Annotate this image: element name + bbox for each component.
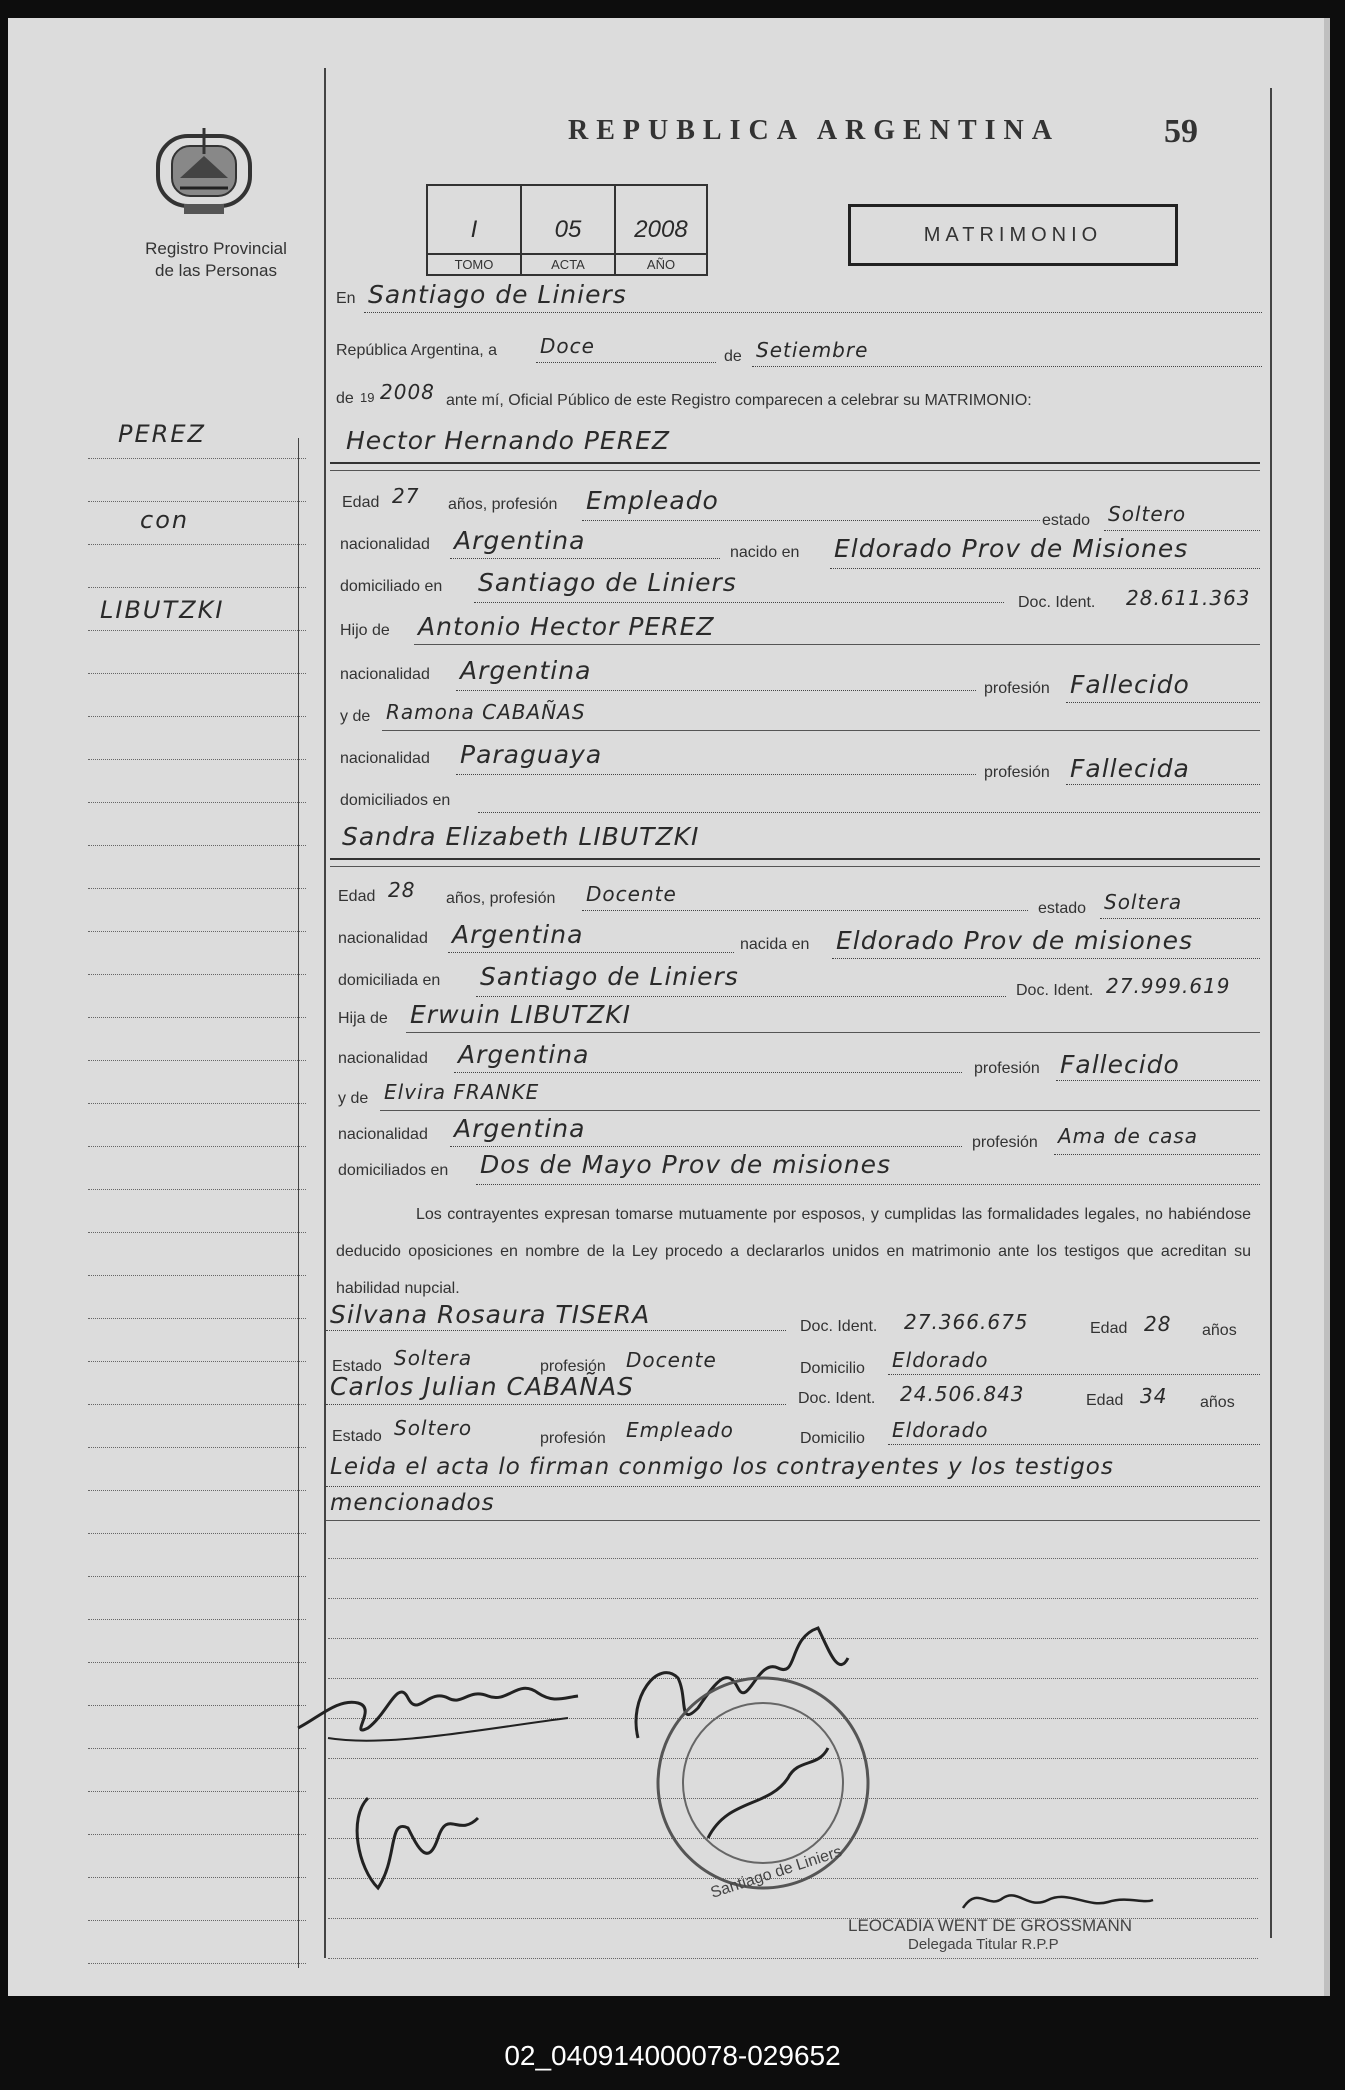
tomo-cell bbox=[428, 186, 522, 274]
year-label: de bbox=[336, 390, 354, 407]
groom-parents-dom-label: domiciliados en bbox=[340, 792, 451, 809]
margin-ruled-line bbox=[88, 501, 306, 502]
witness-1-estado-label: Estado bbox=[332, 1358, 382, 1375]
margin-ruled-line bbox=[88, 1963, 306, 1964]
margin-ruled-line bbox=[88, 673, 306, 674]
groom-father: Antonio Hector PEREZ bbox=[418, 612, 715, 641]
act-type-box: MATRIMONIO bbox=[848, 204, 1178, 266]
witness-2-edad-label: Edad bbox=[1086, 1392, 1124, 1409]
bride-age: 28 bbox=[388, 878, 416, 902]
witness-2-anos-label: años bbox=[1200, 1394, 1235, 1411]
bride-nac-label: nacionalidad bbox=[338, 930, 428, 947]
de-label: de bbox=[724, 348, 742, 365]
main-ruled-line bbox=[328, 1958, 1258, 1959]
groom-mother-profession: Fallecida bbox=[1070, 754, 1190, 783]
groom-civil-state: Soltero bbox=[1108, 502, 1187, 526]
city-value: Santiago de Liniers bbox=[368, 280, 627, 309]
margin-ruled-line bbox=[88, 759, 306, 760]
ano-cell bbox=[616, 186, 706, 274]
groom-father-nationality: Argentina bbox=[460, 656, 592, 685]
provincial-seal-icon bbox=[150, 118, 258, 224]
bride-birthplace: Eldorado Prov de misiones bbox=[836, 926, 1194, 955]
bride-father-profession: Fallecido bbox=[1060, 1050, 1180, 1079]
ano-label: AÑO bbox=[616, 253, 706, 272]
bride-mother-prof-label: profesión bbox=[972, 1134, 1038, 1151]
witness-2-domicilio-label: Domicilio bbox=[800, 1430, 865, 1447]
bride-nationality: Argentina bbox=[452, 920, 584, 949]
groom-name: Hector Hernando PEREZ bbox=[346, 426, 670, 455]
margin-ruled-line bbox=[88, 931, 306, 932]
groom-mother-prof-label: profesión bbox=[984, 764, 1050, 781]
margin-ruled-line bbox=[88, 458, 306, 459]
groom-birthplace: Eldorado Prov de Misiones bbox=[834, 534, 1189, 563]
margin-ruled-line bbox=[88, 1404, 306, 1405]
main-ruled-line bbox=[328, 1558, 1258, 1559]
groom-nac-label: nacionalidad bbox=[340, 536, 430, 553]
margin-ruled-line bbox=[88, 1791, 306, 1792]
witness-1-domicile: Eldorado bbox=[892, 1348, 989, 1372]
bride-civil-state: Soltera bbox=[1104, 890, 1183, 914]
margin-ruled-line bbox=[88, 1017, 306, 1018]
groom-nacido-label: nacido en bbox=[730, 544, 800, 561]
bride-father-nationality: Argentina bbox=[458, 1040, 590, 1069]
registry-line-1: Registro Provincial bbox=[145, 239, 287, 258]
margin-ruled-line bbox=[88, 1060, 306, 1061]
bride-parents-domicile: Dos de Mayo Prov de misiones bbox=[480, 1150, 892, 1179]
witness-1-doc-label: Doc. Ident. bbox=[800, 1318, 878, 1335]
tomo-label: TOMO bbox=[428, 253, 520, 272]
en-label: En bbox=[336, 290, 356, 307]
country-title: REPUBLICA ARGENTINA bbox=[568, 115, 1060, 146]
margin-ruled-line bbox=[88, 1662, 306, 1663]
margin-ruled-line bbox=[88, 1275, 306, 1276]
witness-2-domicile: Eldorado bbox=[892, 1418, 989, 1442]
groom-mother-nationality: Paraguaya bbox=[460, 740, 603, 769]
witness-1-doc: 27.366.675 bbox=[904, 1310, 1029, 1334]
bride-mother-profession: Ama de casa bbox=[1058, 1124, 1199, 1148]
witness-1-civil-state: Soltera bbox=[394, 1346, 473, 1370]
groom-father-nac-label: nacionalidad bbox=[340, 666, 430, 683]
witness-2-doc-label: Doc. Ident. bbox=[798, 1390, 876, 1407]
closing-line-2: mencionados bbox=[330, 1490, 495, 1516]
groom-doc: 28.611.363 bbox=[1126, 586, 1251, 610]
witness-2-doc: 24.506.843 bbox=[900, 1382, 1025, 1406]
margin-ruled-line bbox=[88, 1318, 306, 1319]
registry-name bbox=[116, 238, 316, 282]
witness-2-age: 34 bbox=[1140, 1384, 1168, 1408]
groom-father-profession: Fallecido bbox=[1070, 670, 1190, 699]
groom-signature-icon bbox=[288, 1658, 588, 1768]
acta-value: 05 bbox=[554, 216, 582, 243]
margin-ruled-line bbox=[88, 587, 306, 588]
year-prefix: 19 bbox=[360, 390, 375, 405]
bride-profession: Docente bbox=[586, 882, 677, 906]
groom-mother: Ramona CABAÑAS bbox=[386, 700, 586, 724]
bride-edad-label: Edad bbox=[338, 888, 376, 905]
margin-ruled-line bbox=[88, 544, 306, 545]
witness-1-edad-label: Edad bbox=[1090, 1320, 1128, 1337]
margin-ruled-line bbox=[88, 1576, 306, 1577]
witness-1-prof-label: profesión bbox=[540, 1358, 606, 1375]
groom-profession: Empleado bbox=[586, 486, 719, 515]
bride-name: Sandra Elizabeth LIBUTZKI bbox=[342, 822, 700, 851]
main-ruled-line bbox=[328, 1598, 1258, 1599]
bride-father-prof-label: profesión bbox=[974, 1060, 1040, 1077]
witness-signature-icon bbox=[338, 1778, 498, 1908]
margin-ruled-line bbox=[88, 845, 306, 846]
year-value: 2008 bbox=[380, 380, 435, 404]
certificate-page bbox=[8, 18, 1330, 1996]
witness-2-estado-label: Estado bbox=[332, 1428, 382, 1445]
official-signature-icon bbox=[958, 1880, 1158, 1916]
margin-ruled-line bbox=[88, 1146, 306, 1147]
day-value: Doce bbox=[540, 334, 595, 358]
witness-1-profession: Docente bbox=[626, 1348, 717, 1372]
bride-mother: Elvira FRANKE bbox=[384, 1080, 540, 1104]
witness-2-name: Carlos Julian CABAÑAS bbox=[330, 1372, 634, 1401]
legal-statement: Los contrayentes expresan tomarse mutuamente por esposos, y cumplidas las formalidades legales, no habiéndose deducido oposiciones en nombre de la Ley procedo a declararlos unidos en matrimonio ante los testigos que acreditan su habilidad nupcial. bbox=[336, 1206, 1251, 1297]
margin-ruled-line bbox=[88, 1705, 306, 1706]
margin-ruled-line bbox=[88, 802, 306, 803]
bride-doc: 27.999.619 bbox=[1106, 974, 1231, 998]
bride-father: Erwuin LIBUTZKI bbox=[410, 1000, 632, 1029]
registry-line-2: de las Personas bbox=[155, 261, 277, 280]
groom-anos-label: años, profesión bbox=[448, 496, 558, 513]
groom-dom-label: domiciliado en bbox=[340, 578, 443, 595]
document-code: 02_040914000078-029652 bbox=[504, 2040, 841, 2071]
tomo-value: I bbox=[470, 216, 478, 243]
right-border bbox=[1270, 88, 1272, 1938]
groom-age: 27 bbox=[392, 484, 420, 508]
margin-ruled-line bbox=[88, 1533, 306, 1534]
month-value: Setiembre bbox=[756, 338, 869, 362]
witness-2-prof-label: profesión bbox=[540, 1430, 606, 1447]
margin-ruled-line bbox=[88, 716, 306, 717]
margin-surname-2: LIBUTZKI bbox=[100, 596, 225, 624]
bride-anos-label: años, profesión bbox=[446, 890, 556, 907]
stamp-city: Santiago de Liniers bbox=[708, 1843, 845, 1902]
bride-nacida-label: nacida en bbox=[740, 936, 810, 953]
bride-parents-dom-label: domiciliados en bbox=[338, 1162, 449, 1179]
margin-ruled-line bbox=[88, 1232, 306, 1233]
official-name: LEOCADIA WENT DE GROSSMANN bbox=[848, 1916, 1133, 1935]
groom-yde-label: y de bbox=[340, 708, 371, 725]
groom-edad-label: Edad bbox=[342, 494, 380, 511]
margin-ruled-line bbox=[88, 1877, 306, 1878]
margin-ruled-line bbox=[88, 888, 306, 889]
bride-yde-label: y de bbox=[338, 1090, 369, 1107]
official-title: Delegada Titular R.P.P bbox=[908, 1936, 1059, 1953]
witness-1-age: 28 bbox=[1144, 1312, 1172, 1336]
margin-ruled-line bbox=[88, 1490, 306, 1491]
groom-father-prof-label: profesión bbox=[984, 680, 1050, 697]
margin-connector: con bbox=[140, 506, 190, 534]
margin-ruled-line bbox=[88, 1920, 306, 1921]
margin-ruled-line bbox=[88, 1361, 306, 1362]
bride-doc-label: Doc. Ident. bbox=[1016, 982, 1094, 999]
bride-mother-nationality: Argentina bbox=[454, 1114, 586, 1143]
ano-value: 2008 bbox=[634, 216, 688, 243]
margin-ruled-line bbox=[88, 974, 306, 975]
groom-mother-nac-label: nacionalidad bbox=[340, 750, 430, 767]
groom-domicile: Santiago de Liniers bbox=[478, 568, 737, 597]
intro-text: ante mí, Oficial Público de este Registro comparecen a celebrar su MATRIMONIO: bbox=[446, 392, 1032, 409]
witness-2-civil-state: Soltero bbox=[394, 1416, 473, 1440]
acta-cell bbox=[522, 186, 616, 274]
margin-ruled-line bbox=[88, 1619, 306, 1620]
page-number: 59 bbox=[1164, 113, 1198, 150]
witness-1-name: Silvana Rosaura TISERA bbox=[330, 1300, 651, 1329]
margin-ruled-line bbox=[88, 1103, 306, 1104]
groom-nationality: Argentina bbox=[454, 526, 586, 555]
closing-line-1: Leida el acta lo firman conmigo los contrayentes y los testigos bbox=[330, 1454, 1114, 1480]
bride-dom-label: domiciliada en bbox=[338, 972, 441, 989]
bride-mother-nac-label: nacionalidad bbox=[338, 1126, 428, 1143]
tomo-acta-ano-box bbox=[426, 184, 708, 276]
witness-2-profession: Empleado bbox=[626, 1418, 734, 1442]
groom-hijo-label: Hijo de bbox=[340, 622, 390, 639]
republic-label: República Argentina, a bbox=[336, 342, 497, 359]
margin-ruled-line bbox=[88, 1834, 306, 1835]
official-stamp-icon bbox=[648, 1668, 878, 1898]
margin-ruled-line bbox=[88, 630, 306, 631]
acta-label: ACTA bbox=[522, 253, 614, 272]
margin-ruled-line bbox=[88, 1748, 306, 1749]
bride-estado-label: estado bbox=[1038, 900, 1087, 917]
bride-father-nac-label: nacionalidad bbox=[338, 1050, 428, 1067]
groom-doc-label: Doc. Ident. bbox=[1018, 594, 1096, 611]
groom-estado-label: estado bbox=[1042, 512, 1091, 529]
margin-surname-1: PEREZ bbox=[118, 420, 206, 448]
witness-1-anos-label: años bbox=[1202, 1322, 1237, 1339]
margin-ruled-line bbox=[88, 1447, 306, 1448]
witness-1-domicilio-label: Domicilio bbox=[800, 1360, 865, 1377]
bride-hija-label: Hija de bbox=[338, 1010, 388, 1027]
bride-domicile: Santiago de Liniers bbox=[480, 962, 739, 991]
margin-ruled-line bbox=[88, 1189, 306, 1190]
